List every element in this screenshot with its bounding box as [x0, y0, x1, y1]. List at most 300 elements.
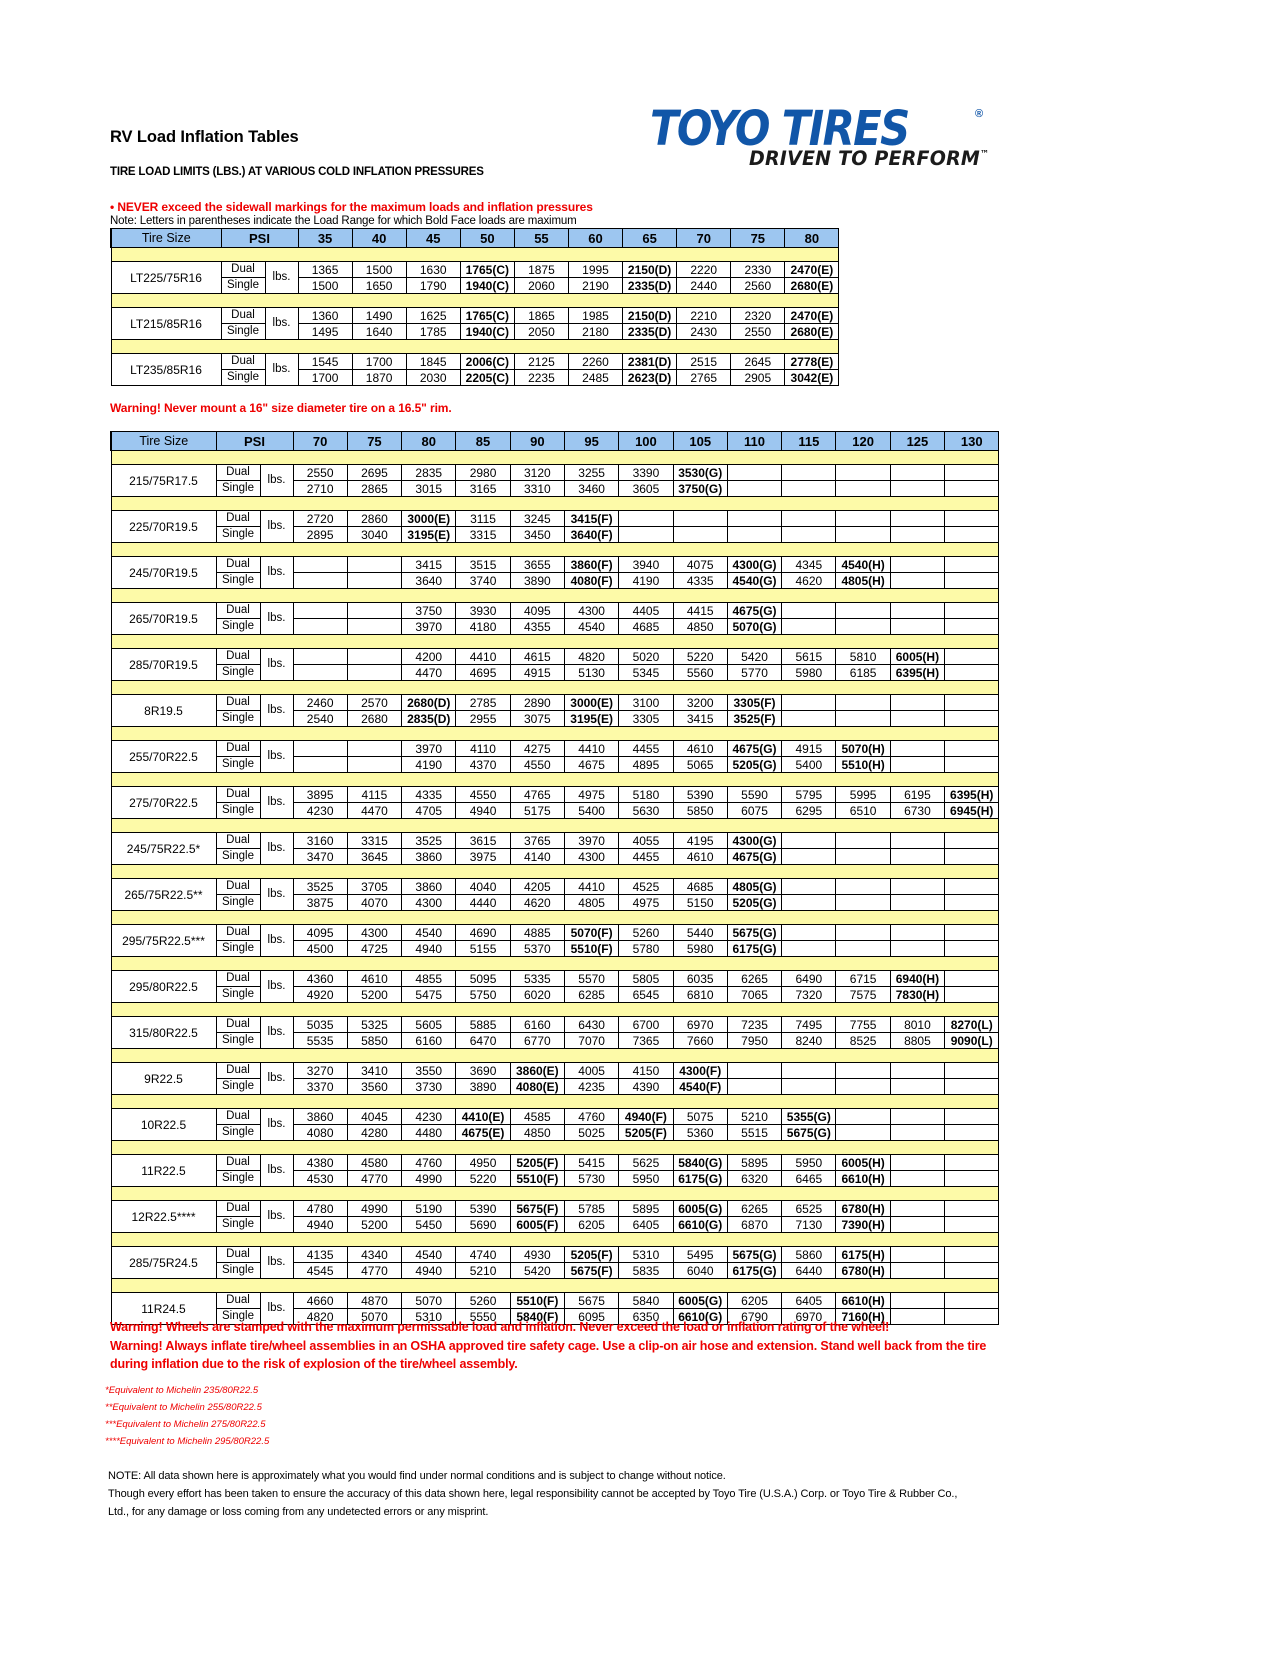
load-value-cell: 3940	[619, 557, 673, 573]
load-table-16inch	[110, 228, 839, 386]
load-value-cell: 3560	[347, 1079, 401, 1095]
unit-cell: lbs.	[260, 1201, 293, 1233]
load-value-cell: 2050	[514, 324, 568, 340]
load-value-cell: 1700	[298, 370, 352, 386]
load-value-cell: 5630	[619, 803, 673, 819]
load-value-cell: 6610(H)	[836, 1171, 890, 1187]
spacer-cell	[111, 819, 999, 833]
load-value-cell: 4915	[510, 665, 564, 681]
load-value-cell	[945, 879, 999, 895]
single-label-cell: Single	[216, 1171, 260, 1187]
load-value-cell	[945, 665, 999, 681]
load-value-cell: 2210	[677, 308, 731, 324]
load-value-cell: 3270	[293, 1063, 347, 1079]
spacer-cell	[111, 248, 839, 262]
load-value-cell: 5535	[293, 1033, 347, 1049]
load-value-cell: 5605	[402, 1017, 456, 1033]
load-value-cell	[619, 527, 673, 543]
load-value-cell: 8525	[836, 1033, 890, 1049]
load-value-cell: 6610(H)	[836, 1293, 890, 1309]
table-row	[111, 649, 999, 665]
load-value-cell	[727, 481, 781, 497]
table-row	[111, 1171, 999, 1187]
table-row	[111, 465, 999, 481]
load-value-cell	[945, 1109, 999, 1125]
single-label-cell: Single	[216, 849, 260, 865]
load-value-cell: 8805	[890, 1033, 944, 1049]
load-value-cell	[945, 573, 999, 589]
load-value-cell: 4930	[510, 1247, 564, 1263]
load-value-cell	[347, 573, 401, 589]
load-value-cell: 3970	[564, 833, 618, 849]
footnote-2: **Equivalent to Michelin 255/80R22.5	[105, 1402, 262, 1413]
load-value-cell	[836, 465, 890, 481]
load-value-cell: 3195(E)	[402, 527, 456, 543]
load-value-cell: 7070	[564, 1033, 618, 1049]
load-value-cell: 4230	[402, 1109, 456, 1125]
dual-label-cell: Dual	[221, 262, 265, 278]
load-value-cell: 3315	[456, 527, 510, 543]
load-value-cell: 6730	[890, 803, 944, 819]
load-value-cell: 2330	[731, 262, 785, 278]
load-value-cell	[890, 925, 944, 941]
load-value-cell: 4940	[293, 1217, 347, 1233]
load-value-cell: 1500	[298, 278, 352, 294]
load-value-cell: 5510(F)	[564, 941, 618, 957]
load-value-cell: 2440	[677, 278, 731, 294]
load-value-cell: 5850	[673, 803, 727, 819]
load-value-cell: 3310	[510, 481, 564, 497]
unit-cell: lbs.	[260, 1155, 293, 1187]
load-value-cell: 5220	[673, 649, 727, 665]
dual-label-cell: Dual	[216, 925, 260, 941]
load-value-cell: 4380	[293, 1155, 347, 1171]
unit-cell: lbs.	[260, 465, 293, 497]
load-value-cell: 5200	[347, 1217, 401, 1233]
load-value-cell: 3525(F)	[727, 711, 781, 727]
load-value-cell: 5850	[347, 1033, 401, 1049]
load-value-cell: 5675(G)	[727, 925, 781, 941]
load-value-cell	[945, 1079, 999, 1095]
footnote-1: *Equivalent to Michelin 235/80R22.5	[105, 1385, 259, 1396]
load-value-cell: 4235	[564, 1079, 618, 1095]
load-value-cell: 4540(H)	[836, 557, 890, 573]
load-value-cell	[945, 849, 999, 865]
load-value-cell: 3415	[402, 557, 456, 573]
load-value-cell: 4740	[456, 1247, 510, 1263]
load-value-cell: 6075	[727, 803, 781, 819]
load-value-cell: 5210	[456, 1263, 510, 1279]
column-header-psi-75: 75	[731, 229, 785, 248]
tire-size-cell: 265/75R22.5**	[111, 879, 216, 911]
unit-cell: lbs.	[260, 557, 293, 589]
load-value-cell	[890, 1079, 944, 1095]
load-value-cell	[836, 895, 890, 911]
load-value-cell	[945, 895, 999, 911]
load-value-cell: 4455	[619, 849, 673, 865]
load-value-cell: 4940	[456, 803, 510, 819]
load-value-cell: 2680	[347, 711, 401, 727]
unit-cell: lbs.	[260, 1293, 293, 1325]
load-value-cell: 3690	[456, 1063, 510, 1079]
single-label-cell: Single	[216, 1217, 260, 1233]
spacer-cell	[111, 865, 999, 879]
dual-label-cell: Dual	[216, 511, 260, 527]
load-value-cell: 4585	[510, 1109, 564, 1125]
load-value-cell: 7830(H)	[890, 987, 944, 1003]
load-value-cell: 3115	[456, 511, 510, 527]
load-value-cell: 3970	[402, 619, 456, 635]
load-value-cell: 2460	[293, 695, 347, 711]
tire-size-cell: 295/80R22.5	[111, 971, 216, 1003]
load-value-cell: 5780	[619, 941, 673, 957]
load-value-cell: 4230	[293, 803, 347, 819]
load-value-cell	[782, 1063, 836, 1079]
load-value-cell: 1490	[352, 308, 406, 324]
load-value-cell: 5070	[347, 1309, 401, 1325]
load-value-cell: 5810	[836, 649, 890, 665]
table-spacer-row	[111, 497, 999, 511]
dual-label-cell: Dual	[216, 787, 260, 803]
load-value-cell: 3860	[402, 879, 456, 895]
unit-cell: lbs.	[260, 1109, 293, 1141]
load-value-cell: 3042(E)	[785, 370, 839, 386]
load-value-cell: 1360	[298, 308, 352, 324]
load-value-cell	[782, 511, 836, 527]
unit-cell: lbs.	[260, 1063, 293, 1095]
page-title: RV Load Inflation Tables	[110, 128, 299, 146]
load-value-cell	[293, 557, 347, 573]
disclaimer-line-2: Though every effort has been taken to ensure the accuracy of this data shown here, legal responsibility cannot be accepted by Toyo Tire (U.S.A.) Corp. or Toyo Tire & Rubber Co.,	[108, 1488, 958, 1500]
tire-size-cell: 12R22.5****	[111, 1201, 216, 1233]
load-value-cell: 4045	[347, 1109, 401, 1125]
load-value-cell	[890, 833, 944, 849]
load-value-cell: 5795	[782, 787, 836, 803]
load-value-cell: 5260	[456, 1293, 510, 1309]
load-value-cell: 5025	[564, 1125, 618, 1141]
load-value-cell: 5415	[564, 1155, 618, 1171]
rim-size-warning: Warning! Never mount a 16" size diameter tire on a 16.5" rim.	[110, 401, 452, 415]
table-row	[111, 1033, 999, 1049]
load-value-cell: 4480	[402, 1125, 456, 1141]
load-value-cell: 4550	[510, 757, 564, 773]
load-value-cell: 4525	[619, 879, 673, 895]
load-value-cell: 4950	[456, 1155, 510, 1171]
load-value-cell: 3525	[402, 833, 456, 849]
load-value-cell: 5070(H)	[836, 741, 890, 757]
load-value-cell: 4850	[673, 619, 727, 635]
load-value-cell: 6285	[564, 987, 618, 1003]
load-value-cell: 4940	[402, 1263, 456, 1279]
load-value-cell: 4850	[510, 1125, 564, 1141]
load-value-cell: 4055	[619, 833, 673, 849]
load-value-cell: 3410	[347, 1063, 401, 1079]
load-value-cell: 4540(F)	[673, 1079, 727, 1095]
load-value-cell	[890, 527, 944, 543]
load-value-cell: 2470(E)	[785, 308, 839, 324]
load-value-cell: 3390	[619, 465, 673, 481]
load-value-cell	[945, 649, 999, 665]
load-value-cell: 5345	[619, 665, 673, 681]
load-value-cell: 7365	[619, 1033, 673, 1049]
dual-label-cell: Dual	[216, 1155, 260, 1171]
dual-label-cell: Dual	[221, 354, 265, 370]
load-value-cell	[945, 1309, 999, 1325]
load-value-cell: 5310	[402, 1309, 456, 1325]
load-value-cell: 6545	[619, 987, 673, 1003]
load-value-cell: 5070(F)	[564, 925, 618, 941]
load-value-cell: 5475	[402, 987, 456, 1003]
load-value-cell: 3195(E)	[564, 711, 618, 727]
load-value-cell: 5675(G)	[727, 1247, 781, 1263]
column-header-psi-85: 85	[456, 432, 510, 451]
load-value-cell: 6790	[727, 1309, 781, 1325]
load-value-cell: 3750(G)	[673, 481, 727, 497]
load-value-cell	[782, 879, 836, 895]
load-value-cell: 4200	[402, 649, 456, 665]
spacer-cell	[111, 957, 999, 971]
load-value-cell: 5675(G)	[782, 1125, 836, 1141]
load-value-cell	[836, 833, 890, 849]
load-value-cell: 2570	[347, 695, 401, 711]
load-value-cell: 5070	[402, 1293, 456, 1309]
load-value-cell: 4410(E)	[456, 1109, 510, 1125]
load-value-cell: 5770	[727, 665, 781, 681]
load-value-cell: 4870	[347, 1293, 401, 1309]
load-value-cell: 4620	[510, 895, 564, 911]
load-value-cell: 6320	[727, 1171, 781, 1187]
column-header-psi-80: 80	[402, 432, 456, 451]
load-value-cell: 1650	[352, 278, 406, 294]
load-value-cell	[293, 665, 347, 681]
load-value-cell: 4070	[347, 895, 401, 911]
load-value-cell	[782, 711, 836, 727]
load-value-cell: 3315	[347, 833, 401, 849]
single-label-cell: Single	[221, 370, 265, 386]
load-value-cell: 4300	[347, 925, 401, 941]
load-value-cell: 5835	[619, 1263, 673, 1279]
table-row	[111, 1293, 999, 1309]
load-value-cell: 5510(F)	[510, 1171, 564, 1187]
spacer-cell	[111, 543, 999, 557]
load-value-cell	[945, 1247, 999, 1263]
table-row	[111, 1201, 999, 1217]
load-value-cell: 6770	[510, 1033, 564, 1049]
load-value-cell: 3370	[293, 1079, 347, 1095]
load-value-cell	[782, 603, 836, 619]
column-header-psi-125: 125	[890, 432, 944, 451]
load-value-cell: 2125	[514, 354, 568, 370]
table-row	[111, 925, 999, 941]
table-spacer-row	[111, 865, 999, 879]
load-value-cell	[727, 1063, 781, 1079]
load-value-cell: 4915	[782, 741, 836, 757]
load-value-cell: 1625	[406, 308, 460, 324]
load-value-cell	[782, 833, 836, 849]
dual-label-cell: Dual	[216, 833, 260, 849]
column-header-psi-105: 105	[673, 432, 727, 451]
page-subtitle: TIRE LOAD LIMITS (LBS.) AT VARIOUS COLD INFLATION PRESSURES	[110, 166, 484, 178]
load-value-cell: 5020	[619, 649, 673, 665]
load-value-cell: 5570	[564, 971, 618, 987]
table-row	[111, 557, 999, 573]
load-value-cell: 5205(F)	[619, 1125, 673, 1141]
load-value-cell: 2430	[677, 324, 731, 340]
load-value-cell: 5560	[673, 665, 727, 681]
unit-cell: lbs.	[260, 879, 293, 911]
table-spacer-row	[111, 911, 999, 925]
load-value-cell: 2785	[456, 695, 510, 711]
load-value-cell: 4675(E)	[456, 1125, 510, 1141]
load-value-cell: 6205	[727, 1293, 781, 1309]
single-label-cell: Single	[216, 757, 260, 773]
load-value-cell: 4695	[456, 665, 510, 681]
load-value-cell: 5070(G)	[727, 619, 781, 635]
load-value-cell: 1545	[298, 354, 352, 370]
load-value-cell: 3860	[402, 849, 456, 865]
load-value-cell: 5260	[619, 925, 673, 941]
load-value-cell	[945, 971, 999, 987]
single-label-cell: Single	[216, 895, 260, 911]
load-value-cell: 4770	[347, 1263, 401, 1279]
load-value-cell: 5420	[727, 649, 781, 665]
load-value-cell	[293, 757, 347, 773]
load-value-cell: 4725	[347, 941, 401, 957]
load-value-cell	[945, 1125, 999, 1141]
load-value-cell: 4040	[456, 879, 510, 895]
load-value-cell: 1865	[514, 308, 568, 324]
load-value-cell: 4690	[456, 925, 510, 941]
table-row	[111, 1079, 999, 1095]
load-value-cell: 6780(H)	[836, 1201, 890, 1217]
dual-label-cell: Dual	[216, 603, 260, 619]
load-value-cell	[347, 649, 401, 665]
load-value-cell: 5840	[619, 1293, 673, 1309]
load-value-cell: 5440	[673, 925, 727, 941]
load-value-cell: 6465	[782, 1171, 836, 1187]
unit-cell: lbs.	[260, 741, 293, 773]
load-value-cell: 4300(G)	[727, 557, 781, 573]
load-value-cell	[293, 603, 347, 619]
load-value-cell	[836, 941, 890, 957]
load-value-cell: 3730	[402, 1079, 456, 1095]
load-value-cell	[945, 695, 999, 711]
load-value-cell: 3120	[510, 465, 564, 481]
single-label-cell: Single	[216, 1125, 260, 1141]
header-zone	[0, 0, 1280, 200]
load-value-cell: 4300	[402, 895, 456, 911]
table-row	[111, 849, 999, 865]
load-value-cell: 4675(G)	[727, 603, 781, 619]
load-value-cell: 4150	[619, 1063, 673, 1079]
single-label-cell: Single	[216, 941, 260, 957]
load-value-cell: 6395(H)	[890, 665, 944, 681]
safety-cage-warning-line1: Warning! Always inflate tire/wheel assemblies in an OSHA approved tire safety cage. Use a clip-on air hose and extension. Stand well back from the tire	[110, 1339, 987, 1353]
load-value-cell: 4470	[402, 665, 456, 681]
load-value-cell: 4820	[564, 649, 618, 665]
load-value-cell: 6175(G)	[727, 1263, 781, 1279]
dual-label-cell: Dual	[216, 1293, 260, 1309]
load-value-cell: 6175(G)	[727, 941, 781, 957]
tire-size-cell: 255/70R22.5	[111, 741, 216, 773]
load-value-cell: 3890	[510, 573, 564, 589]
load-value-cell: 5805	[619, 971, 673, 987]
load-value-cell: 2550	[293, 465, 347, 481]
load-value-cell: 2955	[456, 711, 510, 727]
table-spacer-row	[111, 340, 839, 354]
table-row	[111, 603, 999, 619]
load-value-cell: 6005(G)	[673, 1201, 727, 1217]
load-value-cell: 6490	[782, 971, 836, 987]
load-value-cell: 3160	[293, 833, 347, 849]
tire-size-cell: 8R19.5	[111, 695, 216, 727]
load-value-cell	[890, 465, 944, 481]
load-value-cell: 1940(C)	[460, 278, 514, 294]
column-header-psi: PSI	[221, 229, 298, 248]
load-value-cell: 6405	[619, 1217, 673, 1233]
load-value-cell	[836, 527, 890, 543]
load-value-cell	[890, 1063, 944, 1079]
load-value-cell: 4805	[564, 895, 618, 911]
load-value-cell	[945, 1171, 999, 1187]
load-value-cell: 6610(G)	[673, 1309, 727, 1325]
load-value-cell: 4300	[564, 849, 618, 865]
spacer-cell	[111, 340, 839, 354]
load-value-cell: 4610	[673, 741, 727, 757]
load-value-cell: 7320	[782, 987, 836, 1003]
unit-cell: lbs.	[260, 649, 293, 681]
load-value-cell	[293, 649, 347, 665]
load-value-cell: 7660	[673, 1033, 727, 1049]
single-label-cell: Single	[216, 1309, 260, 1325]
load-value-cell: 4280	[347, 1125, 401, 1141]
load-value-cell	[890, 1309, 944, 1325]
column-header-psi-70: 70	[293, 432, 347, 451]
footnote-3: ***Equivalent to Michelin 275/80R22.5	[105, 1419, 266, 1430]
tire-size-cell: 285/75R24.5	[111, 1247, 216, 1279]
column-header-tire-size: Tire Size	[111, 432, 216, 451]
single-label-cell: Single	[216, 1033, 260, 1049]
single-label-cell: Single	[221, 324, 265, 340]
load-value-cell: 9090(L)	[945, 1033, 999, 1049]
tire-size-cell: 225/70R19.5	[111, 511, 216, 543]
load-value-cell: 2006(C)	[460, 354, 514, 370]
single-label-cell: Single	[216, 619, 260, 635]
load-value-cell	[836, 1079, 890, 1095]
tire-size-cell: 245/70R19.5	[111, 557, 216, 589]
dual-label-cell: Dual	[216, 1017, 260, 1033]
load-value-cell: 6940(H)	[890, 971, 944, 987]
tire-size-cell: LT235/85R16	[111, 354, 221, 386]
load-value-cell: 5675	[564, 1293, 618, 1309]
load-value-cell: 2695	[347, 465, 401, 481]
load-value-cell: 5860	[782, 1247, 836, 1263]
load-value-cell: 6945(H)	[945, 803, 999, 819]
load-value-cell: 2335(D)	[623, 324, 677, 340]
load-value-cell	[782, 695, 836, 711]
load-value-cell: 2320	[731, 308, 785, 324]
load-value-cell: 2150(D)	[623, 308, 677, 324]
load-value-cell: 5510(F)	[510, 1293, 564, 1309]
load-value-cell: 3040	[347, 527, 401, 543]
tire-size-cell: LT215/85R16	[111, 308, 221, 340]
spacer-cell	[111, 294, 839, 308]
dual-label-cell: Dual	[216, 971, 260, 987]
column-header-psi: PSI	[216, 432, 293, 451]
load-value-cell	[836, 619, 890, 635]
load-value-cell: 8240	[782, 1033, 836, 1049]
load-value-cell: 6160	[510, 1017, 564, 1033]
